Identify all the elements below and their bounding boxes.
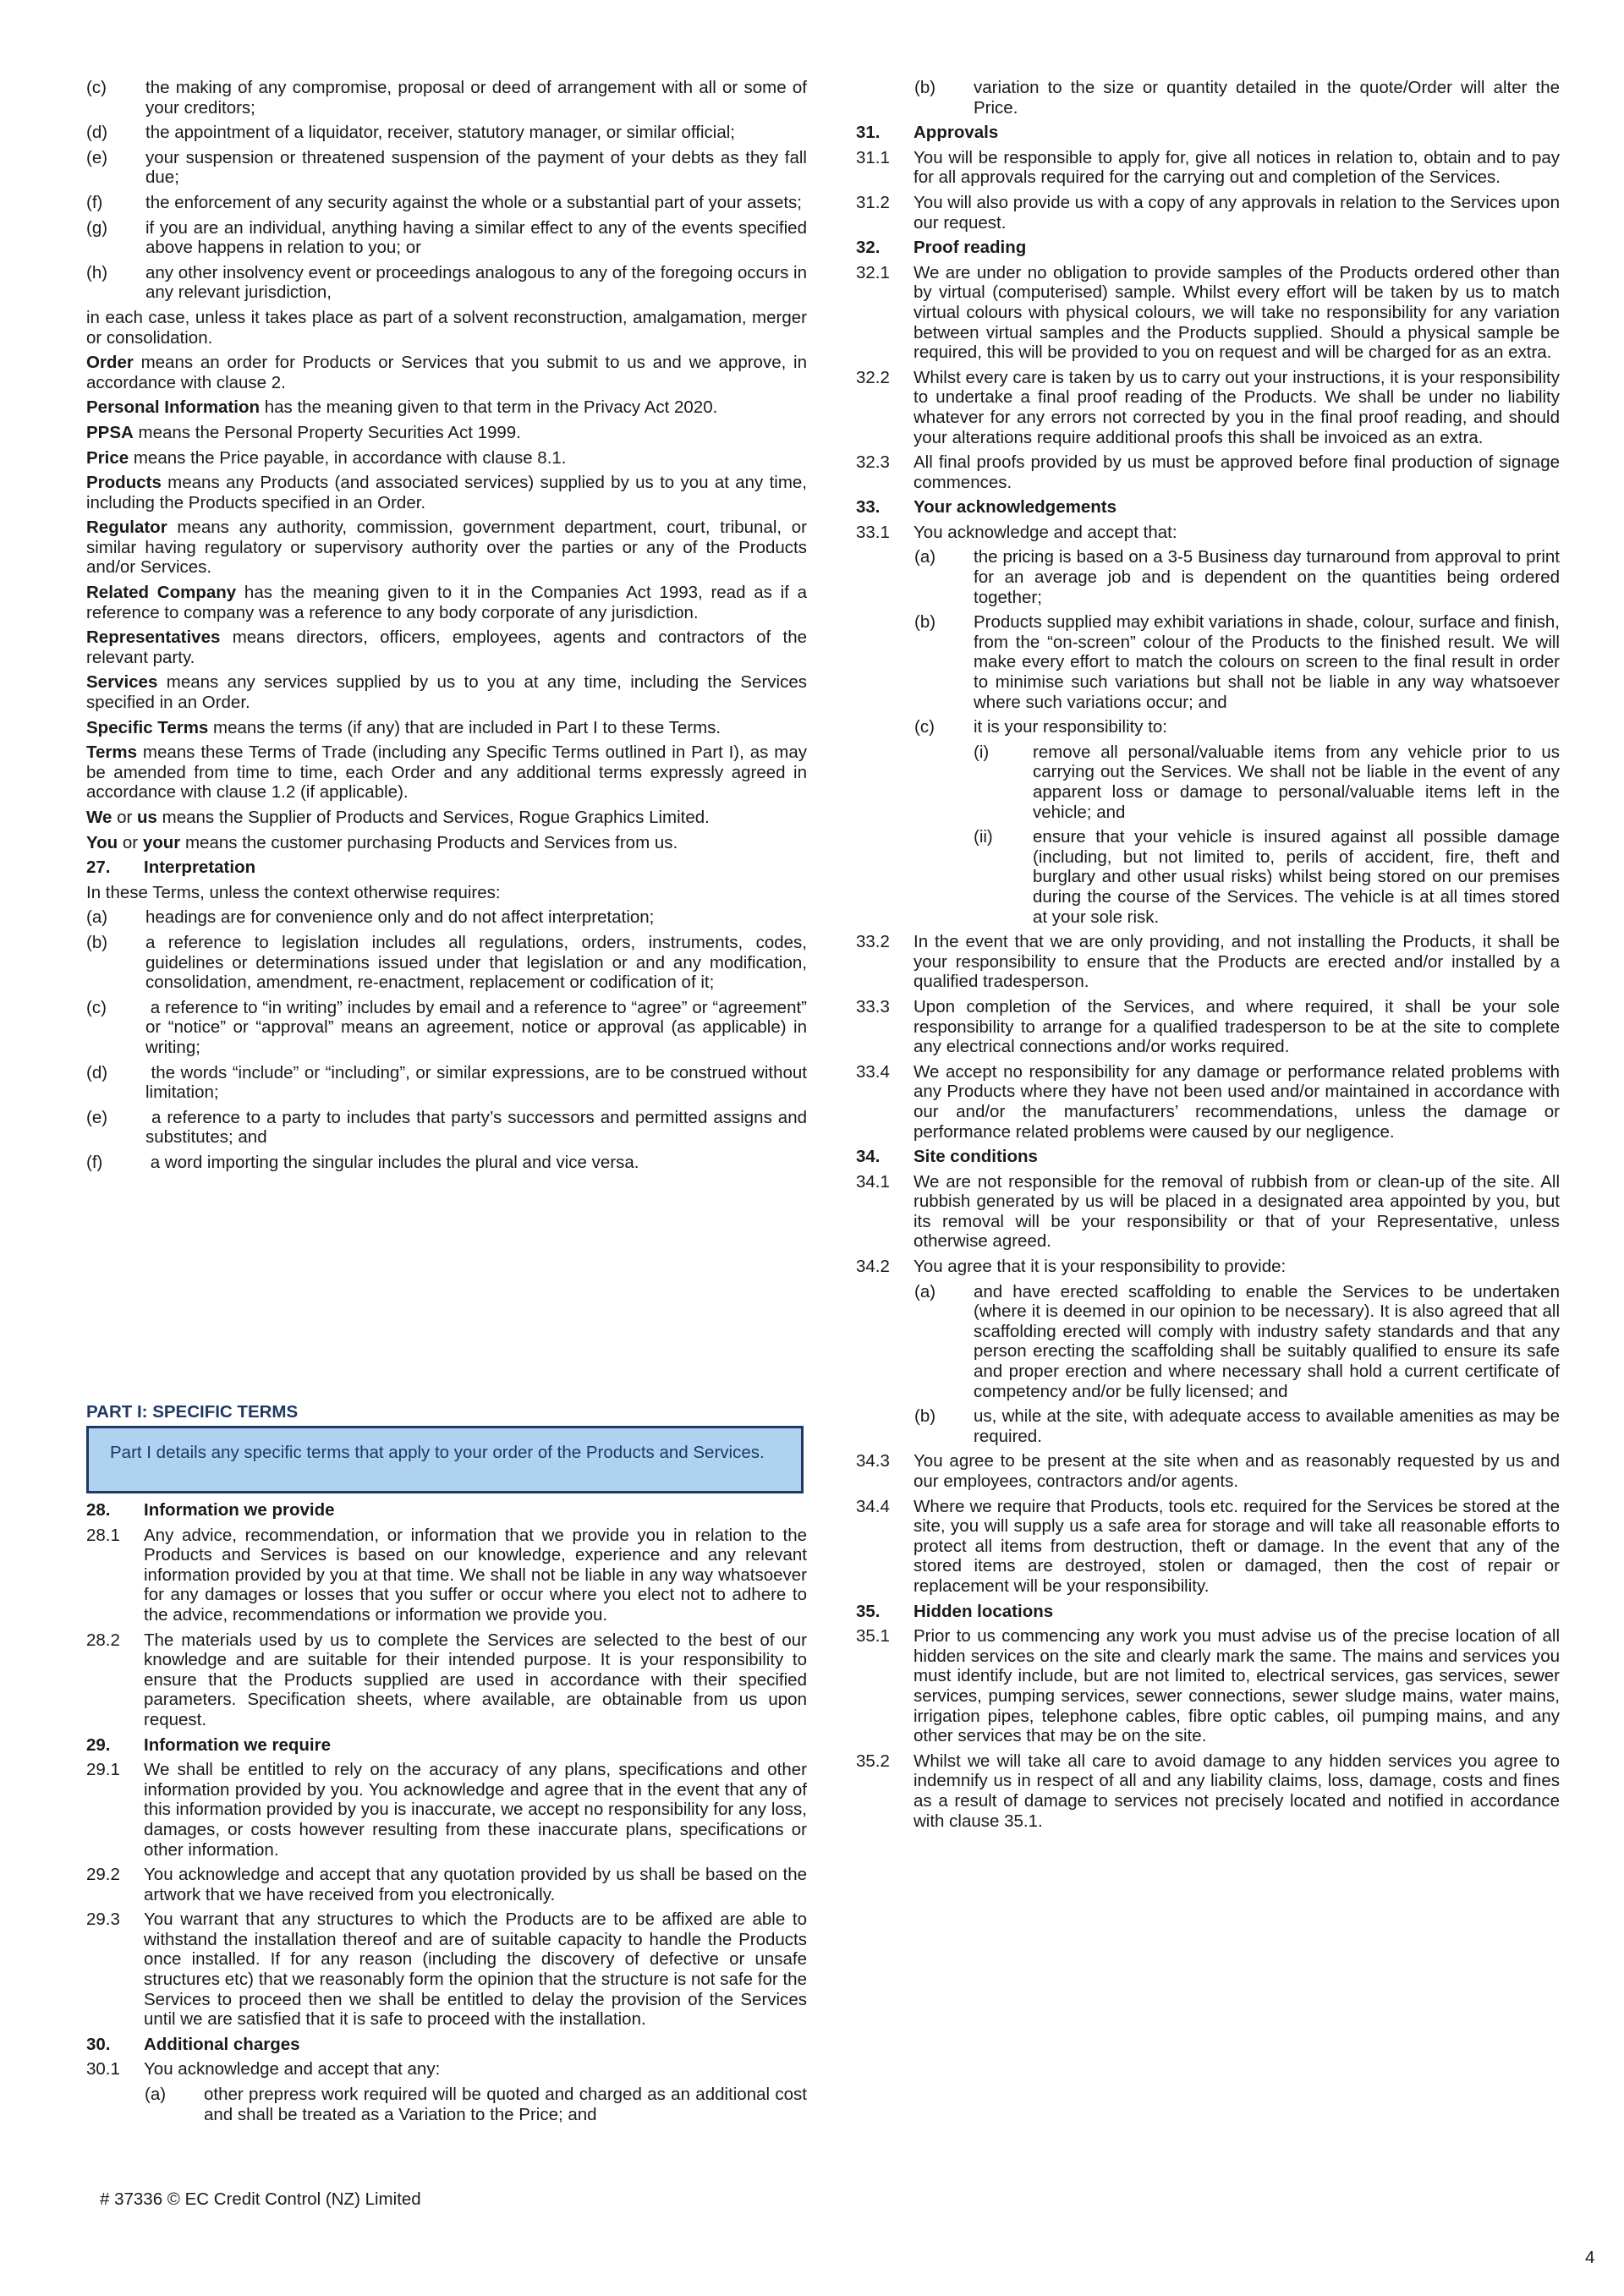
item-text: your suspension or threatened suspension of the payment of your debts as they fall due;: [145, 147, 807, 188]
interpretation-list: [86, 907, 807, 1172]
defined-term: your: [142, 832, 181, 852]
definition-text: has the meaning given to that term in the Privacy Act 2020.: [260, 397, 718, 418]
sub-clause: [856, 612, 1560, 712]
item-number: (a): [914, 1281, 936, 1301]
item-number: 35.2: [856, 1751, 890, 1771]
item-text: the enforcement of any security against the whole or a substantial part of your assets;: [145, 192, 803, 212]
clause-paragraph: [856, 1062, 1560, 1142]
sub-clause: [86, 2085, 807, 2124]
definition-text: means the Supplier of Products and Services, Rogue Graphics Limited.: [156, 808, 710, 827]
item-number: (c): [86, 997, 107, 1017]
item-number: (h): [86, 262, 108, 282]
interpretation-item: [86, 933, 807, 993]
item-number: 33.: [856, 497, 881, 518]
insolvency-event-item: [86, 193, 807, 213]
clause-heading: [856, 497, 1560, 518]
item-number: 28.1: [86, 1525, 120, 1545]
item-text: the words “include” or “including”, or similar expressions, are to be construed without limitation;: [145, 1062, 807, 1103]
clause-number: 27.: [86, 858, 111, 878]
sub-clause: [856, 1406, 1560, 1446]
definition-text: means the Personal Property Securities Act 1999.: [133, 422, 521, 442]
item-number: (c): [86, 78, 107, 97]
definition: [86, 583, 807, 622]
definition: [86, 627, 807, 667]
item-text: Information we require: [144, 1734, 331, 1755]
item-text: You acknowledge and accept that any quotation provided by us shall be based on the artwork that we have received from you electronically.: [144, 1865, 807, 1904]
item-text: headings are for convenience only and do not affect interpretation;: [145, 907, 655, 928]
item-number: 31.1: [856, 147, 890, 167]
clause-paragraph: [856, 1257, 1560, 1277]
item-number: 34.1: [856, 1171, 890, 1192]
item-number: 32.: [856, 238, 881, 258]
item-number: 30.1: [86, 2059, 120, 2080]
item-number: 32.2: [856, 367, 890, 387]
definition-text: or: [118, 832, 143, 852]
clause-paragraph: [856, 997, 1560, 1057]
item-number: (g): [86, 217, 108, 238]
item-number: 32.3: [856, 452, 890, 473]
part-title: PART I: SPECIFIC TERMS: [86, 1402, 299, 1422]
item-text: us, while at the site, with adequate access to available amenities as may be required.: [974, 1406, 1560, 1446]
item-text: Information we provide: [144, 1500, 335, 1520]
defined-term: Personal Information: [86, 397, 261, 418]
definition-text: means these Terms of Trade (including any Specific Terms outlined in Part I), as may be amended from time to time, each Order and any additional terms expressly agreed in accordance with clause 1.2 (if applicable).: [86, 743, 807, 803]
item-number: 31.2: [856, 192, 890, 212]
definition: [86, 672, 807, 712]
item-text: We shall be entitled to rely on the accuracy of any plans, specifications and other information provided by you. You acknowledge and agree that in the event that any of this information provided by you is inaccurate, we accept no responsibility for any loss, damages, or costs however resulting from these inaccurate plans, specifications or other information.: [144, 1760, 807, 1860]
sub-sub-clause: [856, 743, 1560, 822]
left-column-lower: [86, 1500, 807, 2129]
item-text: Site conditions: [914, 1147, 1038, 1167]
item-text: Hidden locations: [914, 1601, 1054, 1621]
item-text: if you are an individual, anything having a similar effect to any of the events specified above happens in relation to you; or: [145, 217, 807, 258]
page-number: 4: [1585, 2248, 1595, 2267]
item-text: Additional charges: [144, 2034, 300, 2054]
clause-paragraph: [86, 1910, 807, 2030]
item-number: 31.: [856, 123, 881, 143]
insolvency-event-item: [86, 123, 807, 143]
clause-paragraph: [86, 1630, 807, 1730]
left-column: [86, 78, 807, 1178]
item-text: Upon completion of the Services, and where required, it shall be your sole responsibility to arrange for a qualified tradesperson to be at the site to complete any electrical connections and/or works required.: [914, 996, 1560, 1057]
item-number: (b): [914, 1406, 936, 1427]
insolvency-events-list: [86, 78, 807, 303]
item-number: (f): [86, 192, 103, 212]
defined-term: Products: [86, 473, 162, 493]
item-text: a reference to legislation includes all regulations, orders, instruments, codes, guidelines or determinations issued under that legislation or and any modification, consolidation, amendment, re-enactment, replacement or codification of it;: [145, 932, 807, 993]
sub-sub-clause: [856, 827, 1560, 927]
item-number: 32.1: [856, 262, 890, 282]
item-text: Any advice, recommendation, or information that we provide you in relation to the Products and Services is based on our knowledge, experience and any relevant information provided by you at that time. We shall not be liable in any way whatsoever for any damages or losses that you suffer or occur where you elect not to adhere to the advice, recommendations or information we provide you.: [144, 1525, 807, 1625]
definition: [86, 473, 807, 512]
item-text: The materials used by us to complete the Services are selected to the best of our knowledge and are suitable for their intended purpose. It is your responsibility to ensure that the Products supplied are used in accordance with their specified parameters. Specification sheets, where available, are obtainable from us upon request.: [144, 1630, 807, 1729]
item-text: You agree that it is your responsibility to provide:: [914, 1257, 1287, 1277]
clause-heading: [86, 2035, 807, 2055]
item-text: You warrant that any structures to which the Products are to be affixed are able to withstand the installation thereof and are of suitable capacity to handle the Products once installed. If for any reason (including the discovery of defective or unsafe structures etc) that we reasonably form the opinion that the structure is not safe for the Services to proceed then we shall be entitled to delay the provision of the Services until we are satisfied that it is safe to proceed with the installation.: [144, 1910, 807, 2030]
definition: [86, 518, 807, 578]
definition-text: has the meaning given to it in the Companies Act 1993, read as if a reference to company was a reference to any body corporate of any jurisdiction.: [86, 583, 807, 622]
part-info-box: Part I details any specific terms that apply to your order of the Products and Services.: [86, 1426, 804, 1493]
item-text: In the event that we are only providing, and not installing the Products, it shall be your responsibility to ensure that the Products are erected and/or installed by a qualified tradesperson.: [914, 932, 1560, 992]
item-text: a reference to “in writing” includes by email and a reference to “agree” or “agreement” or “notice” or “approval” means an agreement, notice or approval (as applicable) in writing;: [145, 997, 807, 1057]
defined-term: Representatives: [86, 627, 221, 648]
definition: [86, 308, 807, 348]
clause-paragraph: [856, 1497, 1560, 1597]
item-text: remove all personal/valuable items from any vehicle prior to us carrying out the Services. We shall not be liable in the event of any apparent loss or damage to personal/valuable items left in the vehicle; and: [1033, 742, 1560, 822]
interpretation-item: [86, 1063, 807, 1103]
defined-term: We: [86, 808, 112, 827]
definition-text: in each case, unless it takes place as part of a solvent reconstruction, amalgamation, merger or consolidation.: [86, 307, 807, 348]
definition-text: means any authority, commission, government department, court, tribunal, or similar having regulatory or supervisory authority over the parties or any of the Products and/or Services.: [86, 518, 807, 578]
item-number: 33.2: [856, 932, 890, 952]
item-number: (e): [86, 1107, 108, 1127]
item-number: (i): [974, 742, 990, 762]
interpretation-item: [86, 907, 807, 928]
item-number: 29.2: [86, 1865, 120, 1885]
item-text: All final proofs provided by us must be approved before final production of signage commences.: [914, 452, 1560, 492]
clause-heading: [86, 1500, 807, 1521]
item-text: a reference to a party to includes that party’s successors and permitted assigns and substitutes; and: [145, 1107, 807, 1148]
item-text: You agree to be present at the site when and as reasonably requested by us and our employees, contractors and/or agents.: [914, 1451, 1560, 1491]
definition-text: means any Products (and associated services) supplied by us to you at any time, including the Products specified in an Order.: [86, 473, 807, 512]
item-text: Your acknowledgements: [914, 497, 1116, 518]
item-text: other prepress work required will be quoted and charged as an additional cost and shall be treated as a Variation to the Price; and: [204, 2085, 807, 2124]
definition: [86, 808, 807, 828]
sub-clause: [856, 1282, 1560, 1402]
definition: [86, 423, 807, 443]
item-text: You acknowledge and accept that:: [914, 522, 1177, 542]
sub-clause: [856, 78, 1560, 118]
item-text: it is your responsibility to:: [974, 717, 1168, 737]
clause-paragraph: [856, 932, 1560, 992]
clause-27-heading: [86, 858, 807, 878]
item-number: (c): [914, 717, 935, 737]
clause-paragraph: [86, 1526, 807, 1625]
defined-term: Specific Terms: [86, 717, 209, 737]
insolvency-event-item: [86, 218, 807, 258]
item-number: (ii): [974, 827, 993, 847]
definition: [86, 397, 807, 418]
clause-paragraph: [856, 1451, 1560, 1491]
item-number: 28.: [86, 1500, 111, 1520]
defined-term: Related Company: [86, 583, 237, 603]
item-number: 33.3: [856, 996, 890, 1016]
defined-term: You: [86, 832, 118, 852]
item-number: (d): [86, 123, 108, 143]
item-number: (d): [86, 1062, 108, 1082]
clause-paragraph: [86, 2059, 807, 2080]
definition: [86, 743, 807, 803]
defined-term: Terms: [86, 743, 138, 763]
clause-paragraph: [856, 148, 1560, 188]
item-text: the appointment of a liquidator, receiver, statutory manager, or similar official;: [145, 123, 735, 143]
item-number: 30.: [86, 2034, 111, 2054]
item-text: the making of any compromise, proposal or deed of arrangement with all or some of your creditors;: [145, 78, 807, 118]
item-number: (e): [86, 147, 108, 167]
item-text: We are under no obligation to provide samples of the Products ordered other than by virtual (computerised) sample. Whilst every effort will be taken by us to match virtual colours with physical colours, we will take no responsibility for any variation between virtual samples and the Products supplied. Should a physical sample be required, this will be provided to you on request and will be charged for as an extra.: [914, 262, 1560, 363]
item-text: We are not responsible for the removal of rubbish from or clean-up of the site. All rubbish generated by us will be placed in a designated area appointed by you, but its removal will be your responsibility or that of your Representative, unless otherwise agreed.: [914, 1171, 1560, 1252]
item-number: 34.: [856, 1147, 881, 1167]
definition: [86, 718, 807, 738]
clause-heading: Interpretation: [144, 858, 256, 878]
defined-term: Services: [86, 672, 158, 693]
defined-term: Price: [86, 447, 129, 468]
item-number: 33.4: [856, 1061, 890, 1082]
item-number: 29.3: [86, 1910, 120, 1930]
definition: [86, 448, 807, 469]
clause-paragraph: [856, 193, 1560, 233]
item-number: 35.1: [856, 1626, 890, 1647]
defined-term: Regulator: [86, 518, 167, 538]
definition-text: means the customer purchasing Products and Services from us.: [180, 832, 678, 852]
clause-paragraph: [856, 452, 1560, 492]
item-text: We accept no responsibility for any damage or performance related problems with any Products where they have not been used and/or maintained in accordance with our and/or the manufacturers’ recommendations, unless the damage or performance related problems were caused by our negligence.: [914, 1061, 1560, 1142]
sub-clause: [856, 717, 1560, 737]
item-text: Prior to us commencing any work you must advise us of the precise location of all hidden services on the site and clearly mark the same. The mains and services you must identify include, but are not limited to, electrical services, gas services, sewer services, pumping services, sewer connections, sewer sludge mains, water mains, irrigation pipes, telephone cables, fibre optic cables, oil pumping mains, and any other services that may be on the site.: [914, 1626, 1560, 1746]
clause-paragraph: [86, 1865, 807, 1904]
clause-27-intro: In these Terms, unless the context otherwise requires:: [86, 882, 501, 902]
item-number: (a): [86, 907, 108, 928]
definition-text: means directors, officers, employees, agents and contractors of the relevant party.: [86, 627, 807, 667]
clause-paragraph: [856, 1626, 1560, 1746]
item-number: 29.: [86, 1734, 111, 1755]
item-text: You will be responsible to apply for, give all notices in relation to, obtain and to pay for all approvals required for the carrying out and completion of the Services.: [914, 147, 1560, 188]
insolvency-event-item: [86, 263, 807, 303]
item-number: (b): [914, 78, 936, 97]
clause-paragraph: [86, 1760, 807, 1860]
item-number: 33.1: [856, 522, 890, 542]
definition-text: means the terms (if any) that are included in Part I to these Terms.: [208, 717, 721, 737]
item-text: You will also provide us with a copy of any approvals in relation to the Services upon our request.: [914, 192, 1560, 233]
item-text: Proof reading: [914, 238, 1027, 258]
clause-paragraph: [856, 263, 1560, 363]
item-number: (f): [86, 1152, 103, 1172]
clause-paragraph: [856, 1751, 1560, 1831]
clause-heading: [856, 1602, 1560, 1622]
definition: [86, 833, 807, 853]
definition-text: or: [112, 808, 138, 827]
insolvency-event-item: [86, 78, 807, 118]
item-text: Products supplied may exhibit variations in shade, colour, surface and finish, from the “on-screen” colour of the Products to the finished result. We will make every effort to match the colours on screen to the final result in order to minimise such variations but shall not be liable in any way whatsoever where such variations occur; and: [974, 612, 1560, 712]
item-number: (a): [914, 547, 936, 567]
item-text: You acknowledge and accept that any:: [144, 2059, 441, 2080]
item-number: 28.2: [86, 1630, 120, 1650]
item-text: and have erected scaffolding to enable the Services to be undertaken (where it is deemed in our opinion to be necessary). It is also agreed that all scaffolding erected will comply with industry safety standards and that any person erecting the scaffolding shall be suitably qualified to ensure its safe and proper erection and where necessary shall hold a current certificate of competency and/or be fully licensed; and: [974, 1281, 1560, 1401]
insolvency-event-item: [86, 148, 807, 188]
interpretation-item: [86, 1153, 807, 1173]
right-column: [856, 78, 1560, 1836]
item-text: Whilst we will take all care to avoid damage to any hidden services you agree to indemnify us in respect of all and any liability claims, loss, damage, costs and fines as a result of damage to services not precisely located and notified in accordance with clause 35.1.: [914, 1751, 1560, 1831]
item-text: variation to the size or quantity detailed in the quote/Order will alter the Price.: [974, 78, 1560, 118]
definition-text: means an order for Products or Services that you submit to us and we approve, in accordance with clause 2.: [86, 353, 807, 392]
clause-heading: [856, 1147, 1560, 1167]
clause-heading: [856, 123, 1560, 143]
item-text: a word importing the singular includes the plural and vice versa.: [145, 1152, 639, 1172]
interpretation-item: [86, 998, 807, 1058]
item-number: (b): [86, 932, 108, 952]
item-number: 34.3: [856, 1451, 890, 1471]
item-text: any other insolvency event or proceedings analogous to any of the foregoing occurs in any relevant jurisdiction,: [145, 262, 807, 303]
item-text: ensure that your vehicle is insured against all possible damage (including, but not limited to, perils of accident, fire, theft and burglary and other usual risks) whilst being stored on our premises during the course of the Services. The vehicle is at all times stored at your sole risk.: [1033, 827, 1560, 927]
defined-term: Order: [86, 353, 134, 373]
item-text: Where we require that Products, tools etc. required for the Services be stored at the site, you will supply us a safe area for storage and will take all reasonable efforts to protect all items from destruction, theft or damage. In the event that any of the stored items are destroyed, stolen or damaged, then the cost of repair or replacement will be your responsibility.: [914, 1496, 1560, 1596]
definition-text: means the Price payable, in accordance with clause 8.1.: [129, 447, 567, 468]
clause-paragraph: [856, 1172, 1560, 1252]
item-number: 29.1: [86, 1760, 120, 1780]
definitions-list: [86, 308, 807, 852]
definition-text: means any services supplied by us to you at any time, including the Services specified in an Order.: [86, 672, 807, 713]
item-number: (b): [914, 612, 936, 633]
clause-paragraph: [856, 523, 1560, 543]
sub-clause: [856, 547, 1560, 607]
clause-heading: [856, 238, 1560, 258]
clause-heading: [86, 1735, 807, 1756]
footer-copyright: # 37336 © EC Credit Control (NZ) Limited: [100, 2189, 421, 2209]
clause-paragraph: [856, 368, 1560, 447]
item-text: the pricing is based on a 3-5 Business day turnaround from approval to print for an average job and is dependent on the quantities being ordered together;: [974, 547, 1560, 607]
interpretation-item: [86, 1108, 807, 1148]
definition: [86, 353, 807, 392]
item-number: 34.4: [856, 1496, 890, 1516]
item-text: Whilst every care is taken by us to carry out your instructions, it is your responsibility to undertake a final proof reading of the Products. We shall be under no liability whatever for any errors not corrected by you in the final proof reading, and should your alterations require additional proofs this shall be invoiced as an extra.: [914, 367, 1560, 447]
item-number: 34.2: [856, 1257, 890, 1277]
defined-term: us: [137, 808, 157, 827]
defined-term: PPSA: [86, 422, 134, 442]
item-text: Approvals: [914, 123, 999, 143]
item-number: 35.: [856, 1601, 881, 1621]
item-number: (a): [145, 2085, 167, 2105]
